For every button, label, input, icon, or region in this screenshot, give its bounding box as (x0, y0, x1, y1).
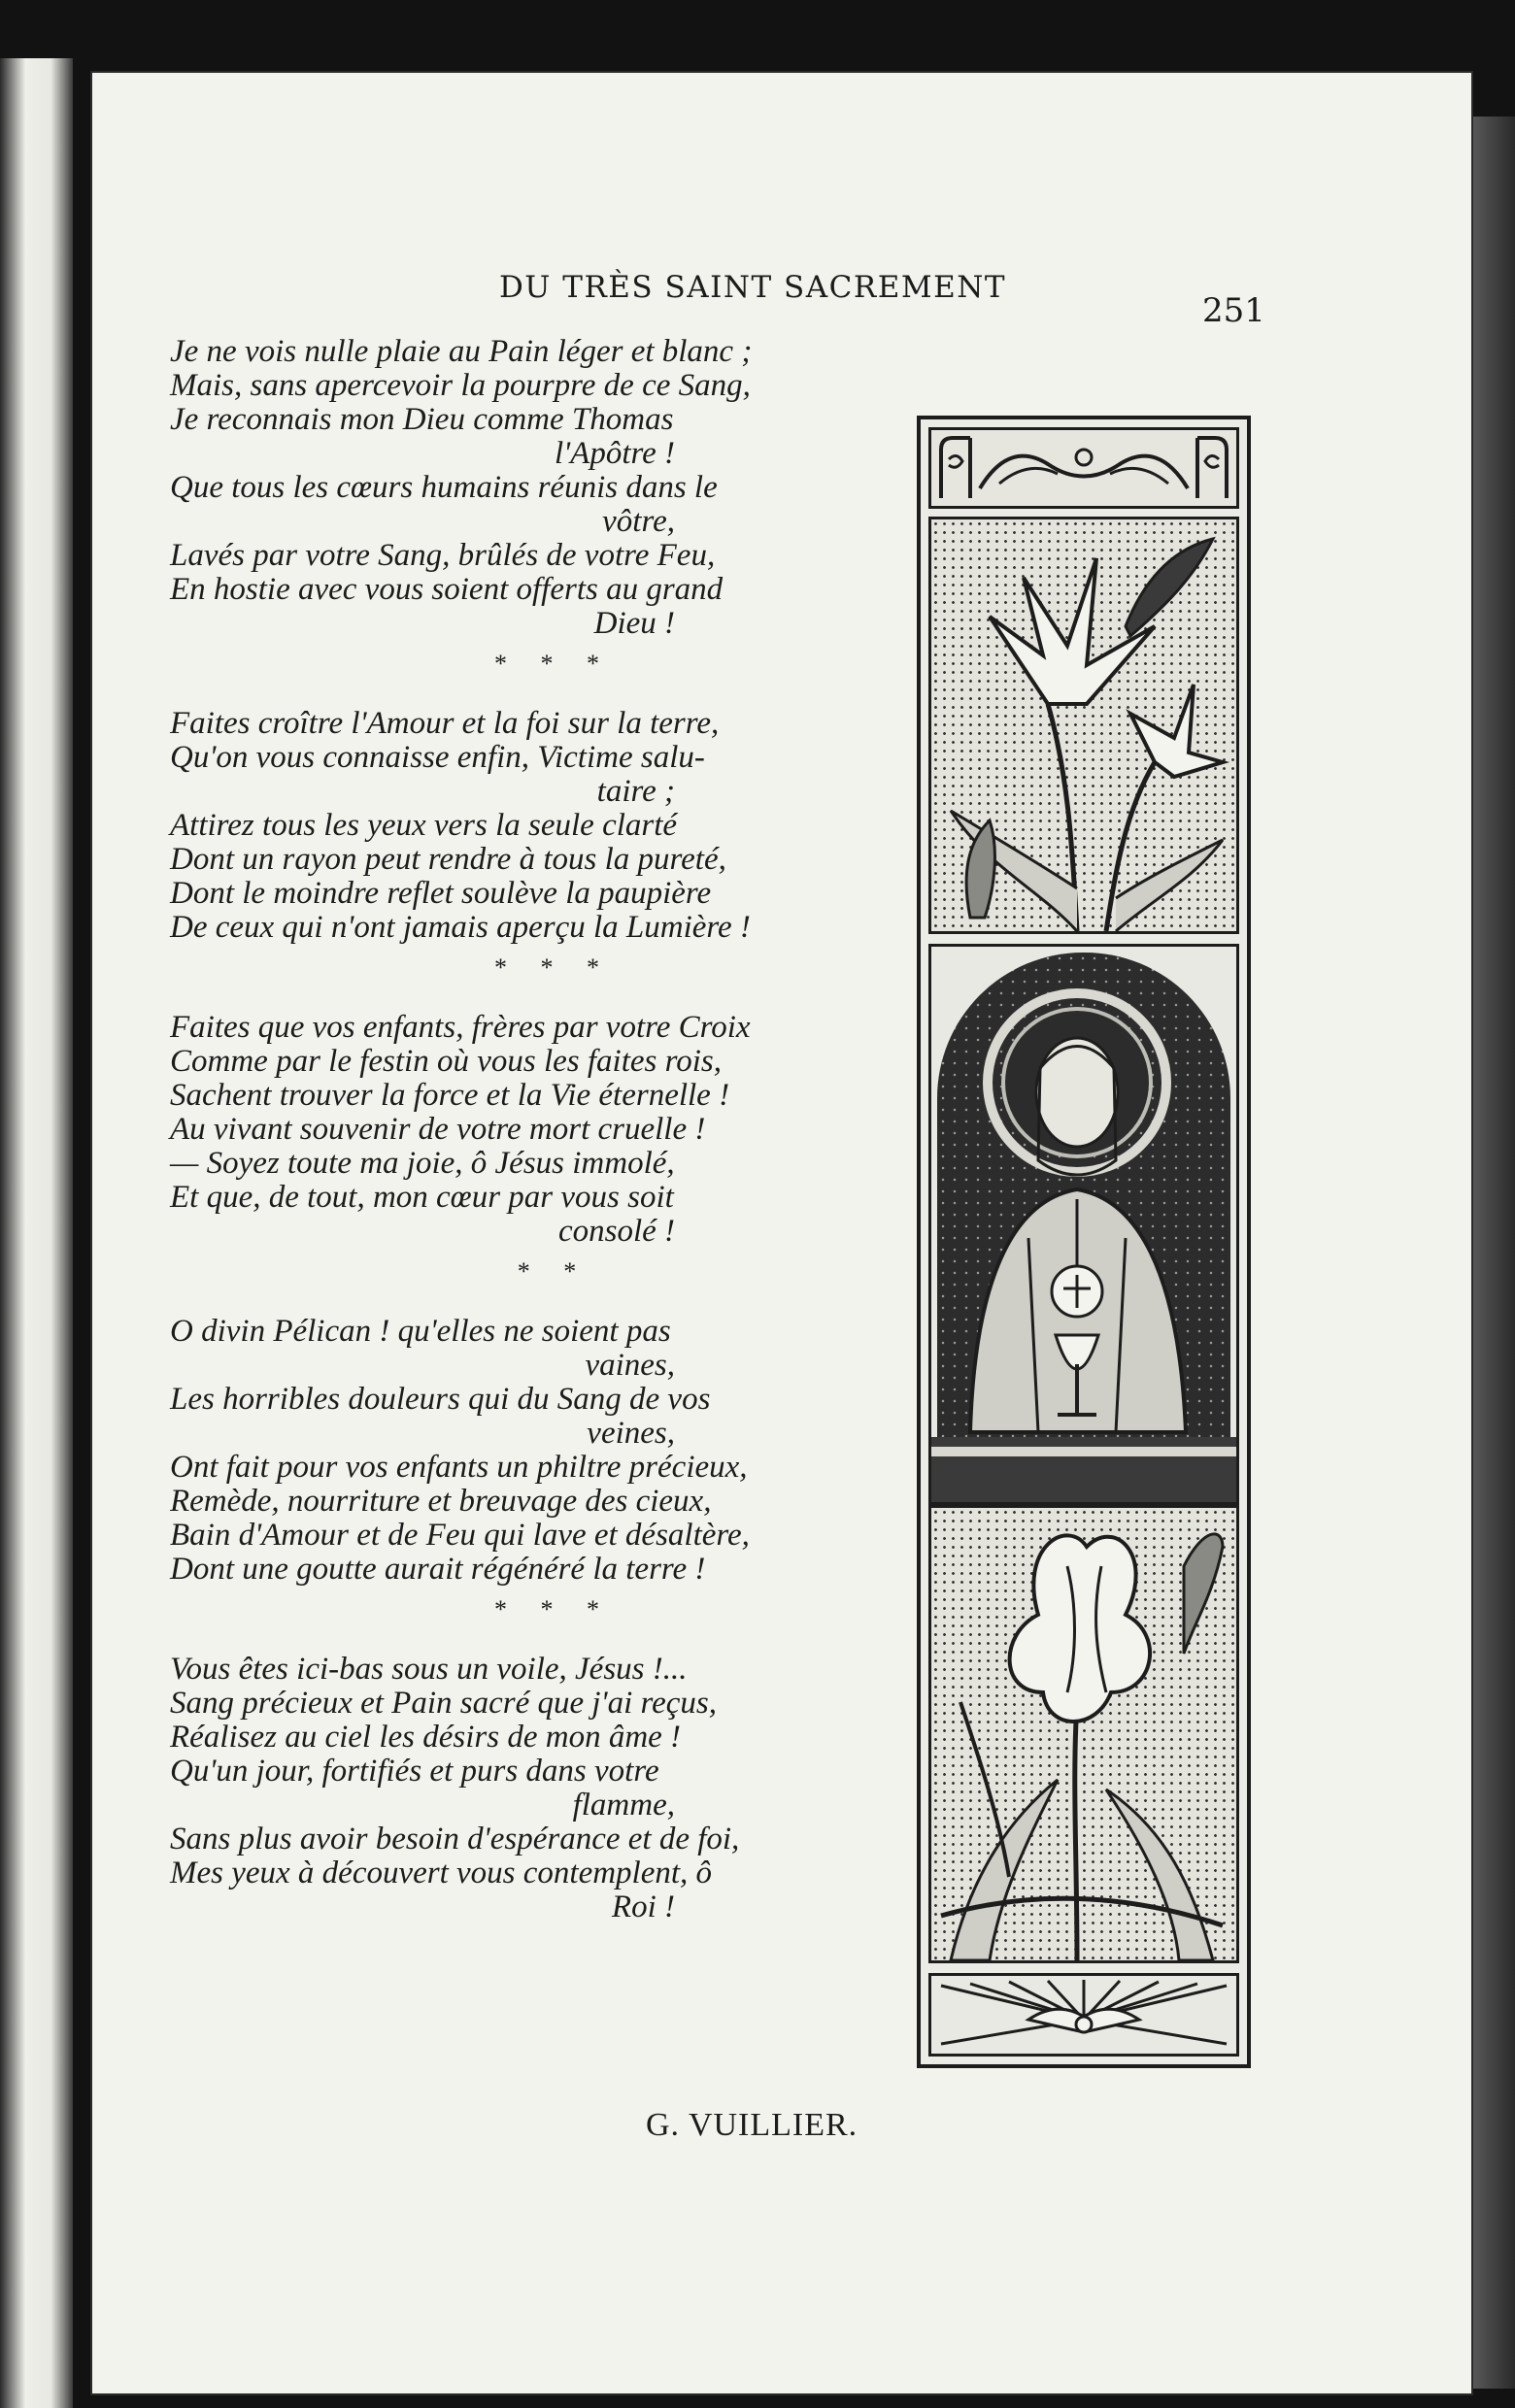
poem-line-continuation: consolé ! (557, 1214, 675, 1249)
iris-flower-icon (931, 1508, 1236, 1960)
poem-line: De ceux qui n'ont jamais aperçu la Lumière ! (170, 910, 751, 945)
poem-line-continuation: Roi ! (611, 1890, 675, 1924)
poem-line: Sang précieux et Pain sacré que j'ai reçus, (170, 1686, 718, 1721)
poem-line-continuation: l'Apôtre ! (554, 436, 675, 471)
poem-line: Remède, nourriture et breuvage des cieux, (170, 1484, 712, 1519)
stanza-separator: * * * (494, 953, 613, 982)
dove-rays-icon (931, 1976, 1236, 2054)
page-number: 251 (1202, 291, 1265, 330)
poem-line: Vous êtes ici-bas sous un voile, Jésus !... (170, 1652, 688, 1687)
poem-line-continuation: taire ; (596, 774, 675, 809)
poem-line: Faites que vos enfants, frères par votre Croix (170, 1010, 751, 1045)
christ-panel (928, 944, 1239, 1505)
scroll-ornament-icon (931, 430, 1236, 506)
ornament-panel (928, 427, 1239, 509)
poem-line-continuation: Dieu ! (593, 606, 675, 641)
stanza-separator: * * * (494, 1595, 613, 1623)
poem (170, 335, 908, 1924)
previous-page-edge (0, 58, 73, 2408)
poem-line: Lavés par votre Sang, brûlés de votre Feu, (170, 538, 716, 573)
poem-line: Les horribles douleurs qui du Sang de vos (170, 1382, 711, 1417)
poem-line: En hostie avec vous soient offerts au grand (170, 572, 724, 607)
lily-flower-icon (931, 519, 1236, 931)
running-head: DU TRÈS SAINT SACREMENT (498, 270, 1007, 305)
stanza-separator: * * * (494, 650, 613, 678)
poem-line: Dont une goutte aurait régénéré la terre ! (170, 1552, 706, 1587)
poem-line: Ont fait pour vos enfants un philtre précieux, (170, 1450, 748, 1485)
stanza-separator: * * (517, 1257, 590, 1286)
poem-line: Faites croître l'Amour et la foi sur la terre, (170, 706, 720, 741)
poem-line: Au vivant souvenir de votre mort cruelle ! (170, 1112, 706, 1147)
poem-line: Attirez tous les yeux vers la seule clarté (170, 808, 678, 843)
dove-panel (928, 1973, 1239, 2057)
illustration-column (917, 416, 1251, 2068)
poem-line: Et que, de tout, mon cœur par vous soit (170, 1180, 674, 1215)
poem-line: Je ne vois nulle plaie au Pain léger et blanc ; (170, 334, 753, 369)
book-edge (1471, 117, 1515, 2389)
poem-line-continuation: vôtre, (602, 504, 675, 539)
lily-panel (928, 517, 1239, 934)
poem-line-continuation: veines, (587, 1416, 675, 1451)
poem-line: Sachent trouver la force et la Vie éternelle ! (170, 1078, 730, 1113)
poem-line: Je reconnais mon Dieu comme Thomas (170, 402, 674, 437)
poem-line: Sans plus avoir besoin d'espérance et de foi, (170, 1822, 740, 1856)
christ-figure-icon (931, 947, 1236, 1502)
poem-line: — Soyez toute ma joie, ô Jésus immolé, (170, 1146, 675, 1181)
poem-line: O divin Pélican ! qu'elles ne soient pas (170, 1314, 671, 1349)
iris-panel (928, 1505, 1239, 1963)
poem-line-continuation: flamme, (572, 1788, 675, 1823)
poem-line: Mais, sans apercevoir la pourpre de ce Sang, (170, 368, 751, 403)
poem-line: Dont un rayon peut rendre à tous la pureté, (170, 842, 726, 877)
poem-line: Dont le moindre reflet soulève la paupière (170, 876, 712, 911)
poem-line: Qu'on vous connaisse enfin, Victime salu- (170, 740, 705, 775)
poem-line: Mes yeux à découvert vous contemplent, ô (170, 1856, 713, 1890)
poem-line: Qu'un jour, fortifiés et purs dans votre (170, 1754, 659, 1789)
author-signature: G. VUILLIER. (646, 2107, 858, 2143)
poem-line: Que tous les cœurs humains réunis dans le (170, 470, 718, 505)
poem-line: Comme par le festin où vous les faites rois, (170, 1044, 722, 1079)
poem-line: Bain d'Amour et de Feu qui lave et désaltère, (170, 1518, 750, 1553)
poem-line-continuation: vaines, (585, 1348, 675, 1383)
poem-line: Réalisez au ciel les désirs de mon âme ! (170, 1720, 682, 1755)
